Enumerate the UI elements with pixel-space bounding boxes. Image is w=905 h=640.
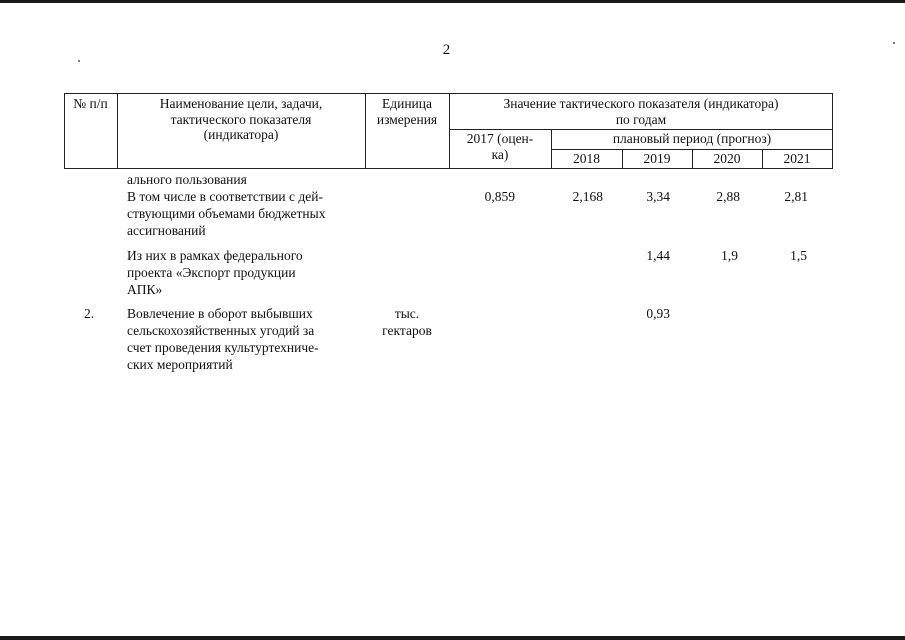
row-name-line: ассигнований (127, 223, 206, 238)
value-2021: 1,5 (790, 248, 807, 263)
header-unit-line: измерения (376, 111, 438, 127)
row-name-line: В том числе в соответствии с дей- (127, 189, 323, 204)
row-name-line: сельскохозяйственных угодий за (127, 323, 315, 338)
row-number: 2. (84, 306, 95, 321)
scan-speck (78, 60, 80, 62)
value-2020: 2,88 (716, 189, 740, 204)
value-2018: 2,168 (572, 189, 603, 204)
row-name-line: ствующими объемами бюджетных (127, 206, 326, 221)
header-unit-line: Единица (381, 96, 432, 111)
header-name-line: Наименование цели, задачи, (159, 96, 323, 111)
header-value-line: Значение тактического показателя (индикатора) (503, 96, 779, 111)
value-2020: 1,9 (721, 248, 738, 263)
header-estimate (449, 131, 551, 162)
header-plan-period: плановый период (прогноз) (612, 131, 772, 146)
scan-edge-top (0, 0, 905, 3)
continuation-text: ального пользования (127, 172, 247, 187)
header-estimate-line: 2017 (оцен- (466, 131, 534, 146)
header-name (117, 96, 365, 143)
row-unit (365, 305, 449, 339)
header-num: № п/п (73, 96, 108, 111)
row-name-line: АПК» (127, 282, 163, 297)
value-2019: 1,44 (646, 248, 670, 263)
value-2021: 2,81 (784, 189, 808, 204)
header-year: 2020 (713, 151, 741, 166)
header-rule-1 (449, 129, 833, 130)
header-value-title (449, 96, 833, 127)
header-year: 2021 (783, 151, 811, 166)
header-name-line: (индикатора) (203, 127, 279, 142)
row-unit-line: гектаров (382, 323, 432, 338)
value-2019: 0,93 (646, 306, 670, 321)
row-name-line: Вовлечение в оборот выбывших (127, 306, 313, 321)
scan-edge-bottom (0, 636, 905, 640)
header-estimate-line: ка) (491, 146, 509, 162)
header-year: 2019 (643, 151, 671, 166)
row-name (127, 247, 367, 298)
scan-speck (893, 42, 895, 44)
header-value-line: по годам (615, 111, 667, 127)
row-name-line: Из них в рамках федерального (127, 248, 303, 263)
row-name (127, 188, 367, 239)
row-name-line: ских мероприятий (127, 357, 233, 372)
row-name (127, 305, 367, 373)
header-name-line: тактического показателя (170, 111, 312, 127)
page-number: 2 (442, 42, 451, 58)
header-unit (365, 96, 449, 127)
value-2019: 3,34 (646, 189, 670, 204)
value-2017: 0,859 (484, 189, 515, 204)
row-name-line: счет проведения культуртехниче- (127, 340, 319, 355)
header-year: 2018 (573, 151, 600, 166)
row-name-line: проекта «Экспорт продукции (127, 265, 296, 280)
row-unit-line: тыс. (394, 306, 420, 321)
